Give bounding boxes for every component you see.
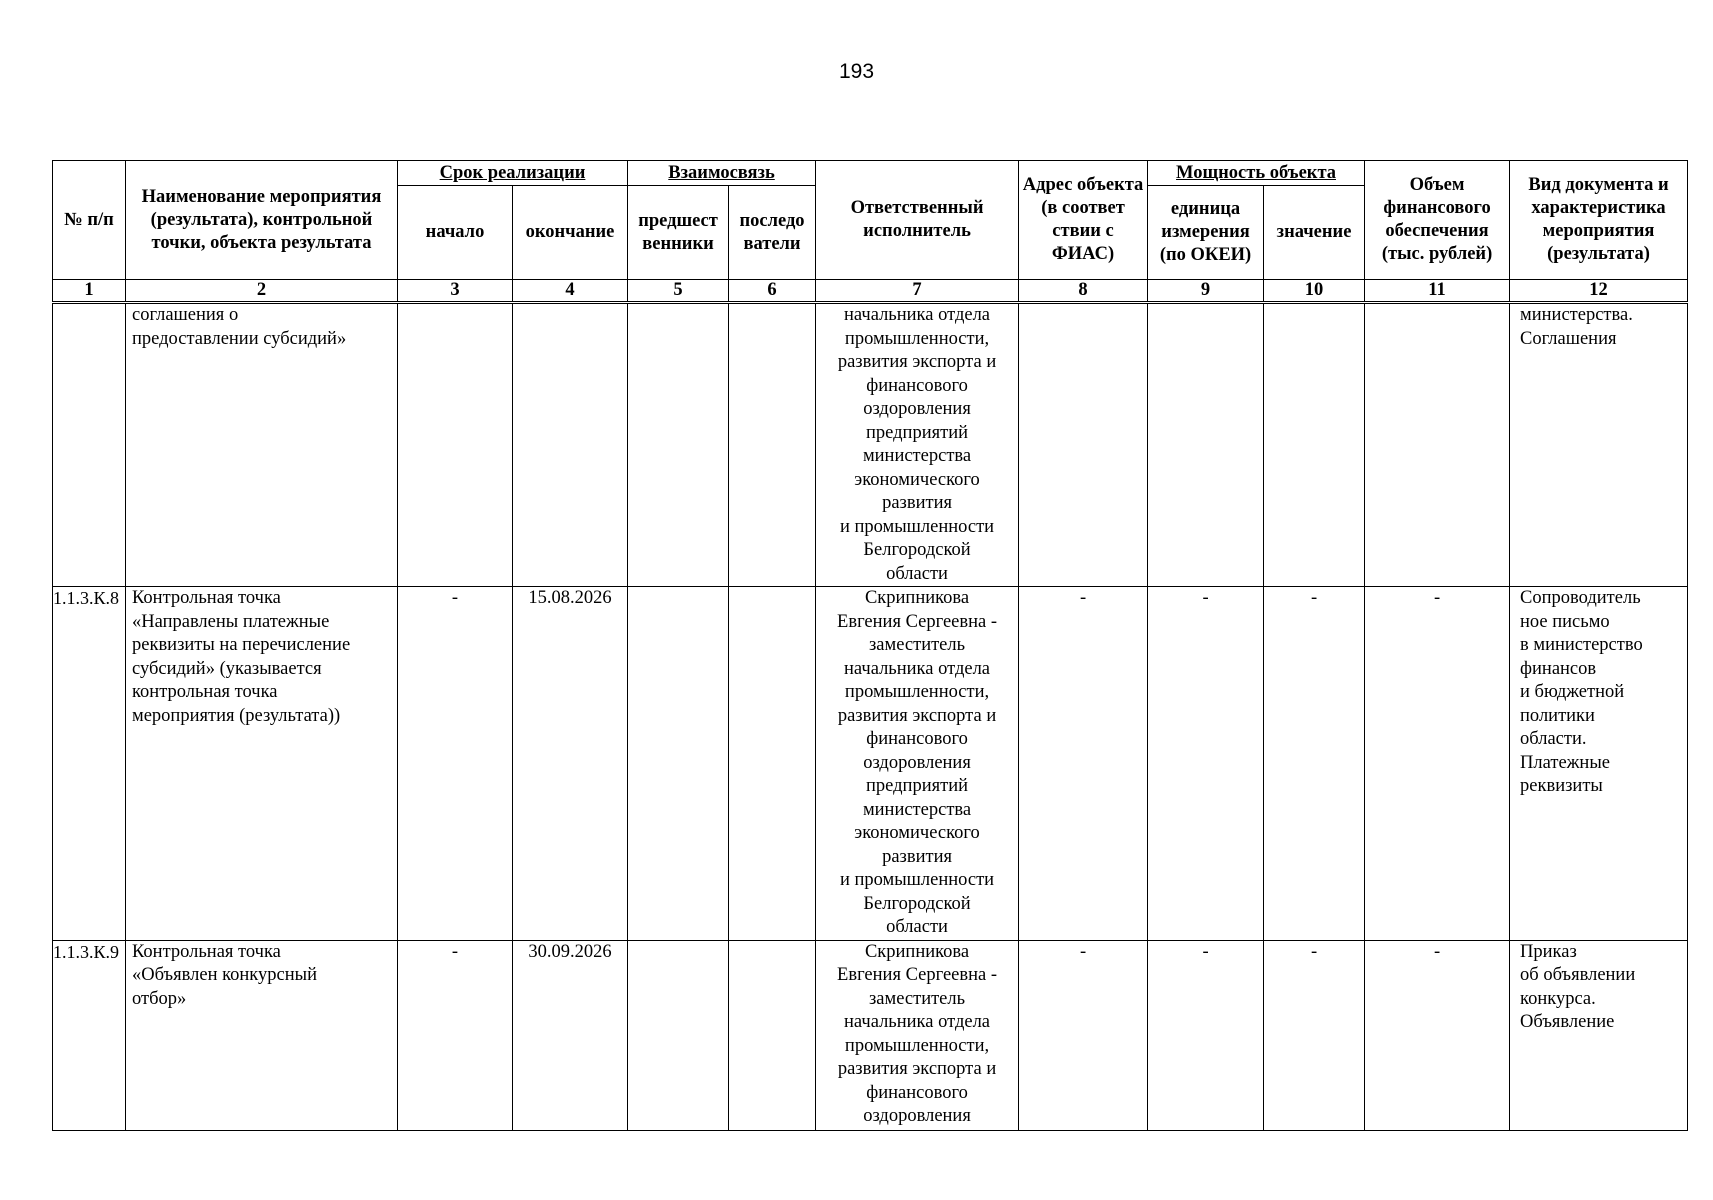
- header-term-end: окончание: [513, 186, 628, 280]
- header-num: № п/п: [53, 161, 126, 280]
- row-start: [398, 303, 513, 587]
- row-address: -: [1019, 587, 1148, 941]
- row-volume: [1365, 303, 1510, 587]
- header-address: Адрес объекта (в соответ ствии с ФИАС): [1019, 161, 1148, 280]
- row-value: -: [1264, 940, 1365, 1130]
- header-term-group: Срок реализации: [398, 161, 628, 186]
- col-number: 9: [1148, 280, 1264, 303]
- col-number: 6: [729, 280, 816, 303]
- row-pred: [628, 303, 729, 587]
- header-doc: Вид документа и характеристика мероприятия (результата): [1510, 161, 1688, 280]
- header-responsible: Ответственный исполнитель: [816, 161, 1019, 280]
- col-number: 1: [53, 280, 126, 303]
- header-name: Наименование мероприятия (результата), контрольной точки, объекта результата: [126, 161, 398, 280]
- row-unit: -: [1148, 587, 1264, 941]
- header-cap-unit: единица измерения (по ОКЕИ): [1148, 186, 1264, 280]
- row-name: Контрольная точка «Направлены платежные реквизиты на перечисление субсидий» (указывается контрольная точка мероприятия (результата)): [126, 587, 398, 941]
- col-number: 4: [513, 280, 628, 303]
- col-number: 10: [1264, 280, 1365, 303]
- row-name: соглашения о предоставлении субсидий»: [126, 303, 398, 587]
- row-num: [53, 303, 126, 587]
- col-number: 8: [1019, 280, 1148, 303]
- row-responsible: Скрипникова Евгения Сергеевна - заместитель начальника отдела промышленности, развития экспорта и финансового оздоровления предприятий министерства экономического развития и промышленности Белгородской области: [816, 587, 1019, 941]
- col-number: 12: [1510, 280, 1688, 303]
- row-address: -: [1019, 940, 1148, 1130]
- row-volume: -: [1365, 940, 1510, 1130]
- header-capacity-group: Мощность объекта: [1148, 161, 1365, 186]
- row-start: -: [398, 587, 513, 941]
- header-term-start: начало: [398, 186, 513, 280]
- col-number: 11: [1365, 280, 1510, 303]
- header-link-succ: последо ватели: [729, 186, 816, 280]
- measures-table: [52, 160, 1688, 1131]
- row-value: [1264, 303, 1365, 587]
- row-address: [1019, 303, 1148, 587]
- row-succ: [729, 303, 816, 587]
- row-succ: [729, 587, 816, 941]
- table-row: [53, 940, 1688, 1130]
- row-end: 30.09.2026: [513, 940, 628, 1130]
- header-cap-value: значение: [1264, 186, 1365, 280]
- row-num: 1.1.3.К.8: [53, 587, 126, 941]
- page-number: 193: [838, 60, 875, 83]
- row-start: -: [398, 940, 513, 1130]
- row-pred: [628, 587, 729, 941]
- row-name: Контрольная точка «Объявлен конкурсный отбор»: [126, 940, 398, 1130]
- row-value: -: [1264, 587, 1365, 941]
- table-row: [53, 587, 1688, 941]
- table-row: [53, 303, 1688, 587]
- row-doc: министерства. Соглашения: [1510, 303, 1688, 587]
- row-unit: -: [1148, 940, 1264, 1130]
- header-link-pred: предшест венники: [628, 186, 729, 280]
- row-num: 1.1.3.К.9: [53, 940, 126, 1130]
- row-doc: Сопроводитель ное письмо в министерство финансов и бюджетной политики области. Платежные реквизиты: [1510, 587, 1688, 941]
- header-link-group: Взаимосвязь: [628, 161, 816, 186]
- row-pred: [628, 940, 729, 1130]
- row-end: [513, 303, 628, 587]
- col-number: 2: [126, 280, 398, 303]
- col-number: 3: [398, 280, 513, 303]
- row-end: 15.08.2026: [513, 587, 628, 941]
- header-volume: Объем финансового обеспечения (тыс. рублей): [1365, 161, 1510, 280]
- row-succ: [729, 940, 816, 1130]
- row-volume: -: [1365, 587, 1510, 941]
- row-doc: Приказ об объявлении конкурса. Объявление: [1510, 940, 1688, 1130]
- row-unit: [1148, 303, 1264, 587]
- col-number: 5: [628, 280, 729, 303]
- row-responsible: Скрипникова Евгения Сергеевна - заместитель начальника отдела промышленности, развития экспорта и финансового оздоровления: [816, 940, 1019, 1130]
- row-responsible: начальника отдела промышленности, развития экспорта и финансового оздоровления предприятий министерства экономического развития и промышленности Белгородской области: [816, 303, 1019, 587]
- col-number: 7: [816, 280, 1019, 303]
